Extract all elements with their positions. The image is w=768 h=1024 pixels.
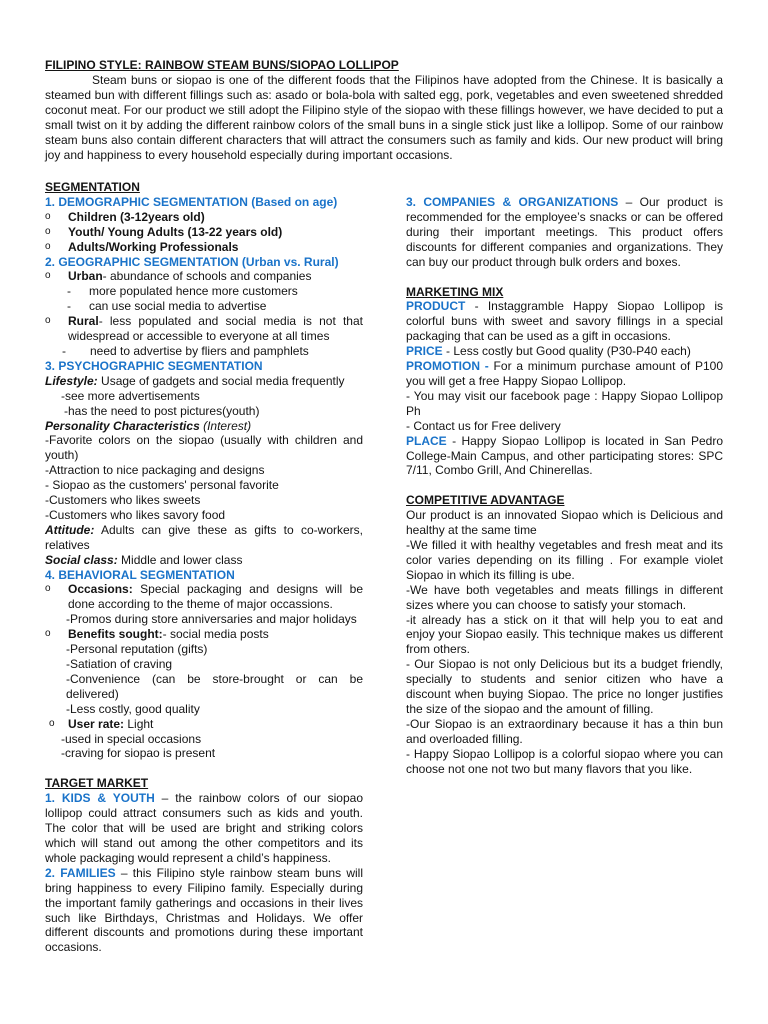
advantage-paragraph: - Our Siopao is not only Delicious but its a budget friendly, specially to students and senior citizen who have a discount when buying Siopao. The price no longer justifies the size of the siopao and the amount of filling. — [406, 657, 723, 716]
geographic-heading: 2. GEOGRAPHIC SEGMENTATION (Urban vs. Rural) — [45, 254, 339, 269]
social-class-line: Social class: Middle and lower class — [45, 552, 243, 567]
kids-youth-paragraph: 1. KIDS & YOUTH – the rainbow colors of our siopao lollipop could attract consumers such as kids and youth. The color that will be used are bright and striking colors which will stand out among the other competitors and its whole packaging would represent a child’s happiness. — [45, 791, 363, 865]
competitive-advantage-heading: COMPETITIVE ADVANTAGE — [406, 493, 565, 508]
promotion-paragraph: PROMOTION - For a minimum purchase amount of P100 you will get a free Happy Siopao Lollipop. — [406, 359, 724, 388]
bullet-marker: o — [49, 717, 55, 729]
product-paragraph: PRODUCT - Instaggramble Happy Siopao Lollipop is colorful buns with sweet and savory fillings in a special packaging that can be used as a gift in occasions. — [406, 299, 723, 344]
intro-text: Steam buns or siopao is one of the different foods that the Filipinos have adopted from the Chinese. It is basically a steamed bun with different fillings such as: asado or bola-bola with salted egg, pork, vegetables and even sweetened shredded coconut meat. For our product we still adopt the Filipino style of the siopao with these fillings however, we have decided to put a small twist on it by adding the different rainbow colors of the small buns in a single stick just like a lollipop. Some of our rainbow steam buns also contain different characters that will attract the consumers such as family and kids. Our new product will bring joy and happiness to every household especially during important occasions. — [45, 73, 723, 162]
bullet-marker: o — [45, 583, 51, 595]
promotion-extra: - You may visit our facebook page : Happy Siopao Lollipop Ph — [406, 388, 723, 418]
document-title: FILIPINO STYLE: RAINBOW STEAM BUNS/SIOPAO LOLLIPOP — [45, 58, 399, 72]
benefits-sub: -Less costly, good quality — [66, 701, 200, 716]
families-paragraph: 2. FAMILIES – this Filipino style rainbow steam buns will bring happiness to every Filipino family. Especially during the important family gatherings and occasions in their lives such like Birthdays, Christmas and Holidays. We offer different discounts and promotions during these important occasions. — [45, 865, 363, 955]
marketing-mix-heading: MARKETING MIX — [406, 284, 504, 299]
demographic-item: o Children (3-12years old) — [45, 209, 205, 224]
lifestyle-line: Lifestyle: Usage of gadgets and social media frequently — [45, 373, 345, 388]
personality-item: -Customers who likes savory food — [45, 507, 226, 522]
segmentation-heading: SEGMENTATION — [45, 180, 140, 194]
urban-sub-item: - can use social media to advertise — [67, 299, 267, 314]
bullet-marker: o — [45, 315, 51, 327]
behavioral-heading: 4. BEHAVIORAL SEGMENTATION — [45, 567, 235, 582]
lifestyle-sub: -has the need to post pictures(youth) — [64, 403, 260, 418]
benefits-sub: -Convenience (can be store-brought or can be delivered) — [66, 671, 363, 701]
user-rate-sub: -craving for siopao is present — [61, 746, 216, 761]
personality-item: - Siopao as the customers' personal favorite — [45, 478, 279, 493]
geographic-urban: o Urban- abundance of schools and companies — [45, 269, 312, 284]
personality-item: -Attraction to nice packaging and designs — [45, 463, 265, 478]
advantage-paragraph: -We filled it with healthy vegetables and fresh meat and its color varies depending on its filling . For example violet Siopao in which its filling is ube. — [406, 538, 723, 582]
urban-sub-item: - more populated hence more customers — [67, 284, 298, 299]
personality-heading: Personality Characteristics (Interest) — [45, 418, 252, 433]
attitude-line: Attitude: Adults can give these as gifts to co-workers, relatives — [45, 522, 363, 552]
benefits-sub: -Personal reputation (gifts) — [66, 642, 208, 657]
user-rate-sub: -used in special occasions — [61, 731, 202, 746]
advantage-paragraph: -it already has a stick on it that will help you to eat and enjoy your Siopao easily. This technique makes us different from others. — [406, 612, 723, 657]
user-rate-item: o User rate: Light — [49, 716, 154, 731]
demographic-heading: 1. DEMOGRAPHIC SEGMENTATION (Based on age) — [45, 194, 338, 209]
left-column — [45, 180, 363, 955]
occasions-item: o Occasions: Special packaging and designs will be done according to the theme of major occassions. — [45, 582, 363, 612]
personality-item: -Favorite colors on the siopao (usually with children and youth) — [45, 433, 363, 463]
occasions-sub: -Promos during store anniversaries and major holidays — [66, 612, 357, 627]
companies-paragraph: 3. COMPANIES & ORGANIZATIONS – Our product is recommended for the employee’s snacks or can be offered during their important meetings. This product offers discounts for different companies and organizations. They can buy our product through bulk orders and boxes. — [406, 195, 723, 269]
advantage-paragraph: Our product is an innovated Siopao which is Delicious and healthy at the same time — [406, 508, 723, 538]
advantage-paragraph: -We have both vegetables and meats fillings in different sizes where you can choose to satisfy your stomach. — [406, 582, 723, 612]
place-paragraph: PLACE - Happy Siopao Lollipop is located in San Pedro College-Main Campus, and other participating stores: SPC 7/11, Combo Grill, And Chinerellas. — [406, 433, 723, 478]
target-market-heading: TARGET MARKET — [45, 776, 149, 791]
psychographic-heading: 3. PSYCHOGRAPHIC SEGMENTATION — [45, 358, 263, 373]
advantage-paragraph: -Our Siopao is an extraordinary because it has a thin bun and overloaded filling. — [406, 716, 723, 746]
demographic-item: o Youth/ Young Adults (13-22 years old) — [45, 224, 283, 239]
bullet-marker: o — [45, 225, 51, 237]
demographic-item: o Adults/Working Professionals — [45, 239, 239, 254]
promotion-extra: - Contact us for Free delivery — [406, 418, 561, 433]
bullet-marker: o — [45, 628, 51, 640]
price-line: PRICE - Less costly but Good quality (P30-P40 each) — [406, 344, 691, 359]
benefits-sub: -Satiation of craving — [66, 657, 173, 671]
bullet-marker: o — [45, 240, 51, 252]
advantage-paragraph: - Happy Siopao Lollipop is a colorful siopao where you can choose not one not two but many flavors that you like. — [406, 746, 723, 776]
lifestyle-sub: -see more advertisements — [61, 388, 200, 403]
rural-sub-item: - need to advertise by fliers and pamphlets — [62, 343, 309, 358]
intro-paragraph — [45, 73, 723, 162]
right-column — [406, 195, 723, 777]
personality-item: -Customers who likes sweets — [45, 493, 201, 508]
benefits-item: o Benefits sought:- social media posts — [45, 627, 269, 642]
bullet-marker: o — [45, 270, 51, 282]
bullet-marker: o — [45, 210, 51, 222]
geographic-rural: o Rural- less populated and social media is not that widespread or accessible to everyone at all times — [45, 314, 363, 344]
